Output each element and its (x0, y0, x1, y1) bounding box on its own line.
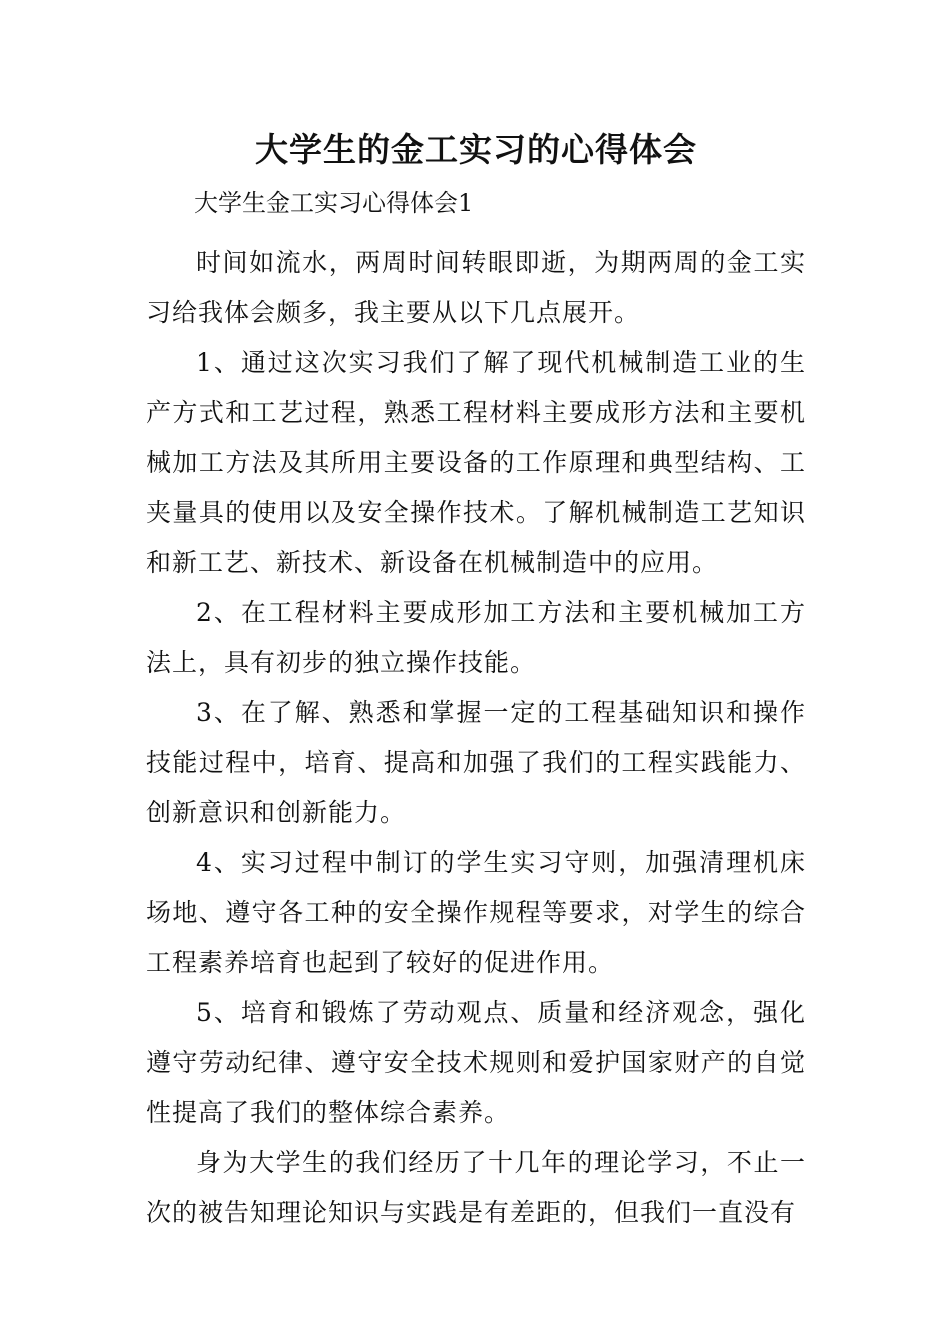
document-body (146, 122, 806, 1238)
document-title: 大学生的金工实习的心得体会 (255, 130, 697, 169)
paragraph-point-2: 2、在工程材料主要成形加工方法和主要机械加工方法上，具有初步的独立操作技能。 (146, 598, 806, 677)
section-subtitle: 大学生金工实习心得体会1 (194, 189, 474, 217)
paragraph-point-1: 1、通过这次实习我们了解了现代机械制造工业的生产方式和工艺过程，熟悉工程材料主要成形方法和主要机械加工方法及其所用主要设备的工作原理和典型结构、工夹量具的使用以及安全操作技术。了解机械制造工艺知识和新工艺、新技术、新设备在机械制造中的应用。 (146, 348, 806, 577)
paragraph-reflection: 身为大学生的我们经历了十几年的理论学习，不止一次的被告知理论知识与实践是有差距的，但我们一直没有 (146, 1148, 806, 1227)
paragraph-intro: 时间如流水，两周时间转眼即逝，为期两周的金工实习给我体会颇多，我主要从以下几点展开。 (146, 248, 806, 327)
paragraph-point-3: 3、在了解、熟悉和掌握一定的工程基础知识和操作技能过程中，培育、提高和加强了我们的工程实践能力、创新意识和创新能力。 (146, 698, 806, 827)
paragraph-point-4: 4、实习过程中制订的学生实习守则，加强清理机床场地、遵守各工种的安全操作规程等要求，对学生的综合工程素养培育也起到了较好的促进作用。 (146, 848, 806, 977)
paragraph-point-5: 5、培育和锻炼了劳动观点、质量和经济观念，强化遵守劳动纪律、遵守安全技术规则和爱护国家财产的自觉性提高了我们的整体综合素养。 (146, 998, 806, 1127)
